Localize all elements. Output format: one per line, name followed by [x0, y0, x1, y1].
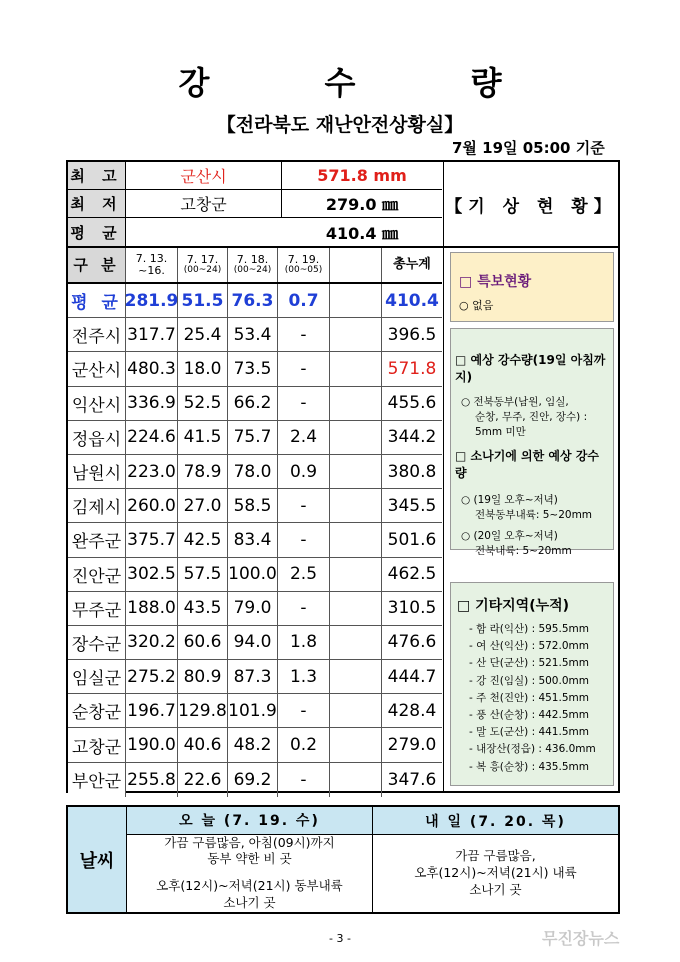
forecast-title: □ 예상 강수량(19일 아침까지): [455, 353, 606, 384]
header-period-4-range: (00~05): [284, 265, 323, 276]
value-period-3: 69.2: [228, 763, 278, 797]
value-period-3: 73.5: [228, 352, 278, 385]
value-period-4: -: [278, 694, 330, 727]
value-period-5: [330, 387, 382, 420]
value-period-3: 58.5: [228, 489, 278, 522]
value-period-3: 78.0: [228, 455, 278, 488]
value-total: 501.6: [387, 529, 437, 550]
shower-a-line-1: ○ (19일 오후~저녁): [461, 493, 558, 506]
value-period-2: 52.5: [178, 387, 228, 420]
average-label: 평 균: [68, 284, 126, 317]
other-regions-list: [457, 621, 607, 776]
special-warning-box: [450, 252, 614, 322]
summary-max-row: [68, 162, 442, 190]
weather-tomorrow: [372, 807, 618, 912]
value-period-2: 41.5: [178, 421, 228, 454]
table-row: [68, 660, 442, 694]
average-v1: 281.9: [126, 284, 178, 317]
value-period-3: 75.7: [228, 421, 278, 454]
weather-today-line-4: 소나기 곳: [223, 895, 276, 911]
value-period-1: 196.7: [126, 694, 178, 727]
list-item: - 함 라(익산) : 595.5mm: [469, 623, 589, 635]
shower-title: □ 소나기에 의한 예상 강수량: [455, 448, 599, 480]
value-period-1: 375.7: [126, 523, 178, 556]
value-period-5: [330, 592, 382, 625]
header-period-2-date: 7. 17.: [186, 253, 219, 266]
value-period-1: 223.0: [126, 455, 178, 488]
value-period-3: 66.2: [228, 387, 278, 420]
value-period-3: 53.4: [228, 318, 278, 351]
value-period-5: [330, 421, 382, 454]
value-period-5: [330, 626, 382, 659]
value-total: 345.5: [387, 495, 437, 516]
table-row: [68, 352, 442, 386]
value-period-2: 57.5: [178, 558, 228, 591]
average-v4: 0.7: [278, 284, 330, 317]
weather-label: 날씨: [68, 807, 127, 912]
value-period-1: 320.2: [126, 626, 178, 659]
value-period-5: [330, 660, 382, 693]
table-row: [68, 387, 442, 421]
value-total: 444.7: [387, 666, 437, 687]
header-period-4: [278, 248, 330, 282]
value-total: 428.4: [387, 700, 437, 721]
average-v5: [330, 284, 382, 317]
value-total: 455.6: [387, 393, 437, 414]
value-total: 462.5: [387, 564, 437, 585]
list-item: - 강 진(임실) : 500.0mm: [469, 674, 589, 687]
summary-max-label: 최 고: [68, 162, 126, 189]
value-period-1: 260.0: [126, 489, 178, 522]
table-header-row: [68, 248, 442, 284]
value-period-5: [330, 694, 382, 727]
weather-today-line-1: 가끔 구름많음, 아침(09시)까지: [164, 834, 335, 850]
summary-avg-spacer: [126, 218, 282, 246]
value-period-4: 1.8: [278, 626, 330, 659]
page-number: - 3 -: [329, 932, 351, 945]
table-row: [68, 592, 442, 626]
value-period-3: 79.0: [228, 592, 278, 625]
value-period-4: 1.3: [278, 660, 330, 693]
value-period-4: -: [278, 523, 330, 556]
value-period-5: [330, 352, 382, 385]
weather-box: [66, 805, 620, 914]
summary-min-label: 최 저: [68, 190, 126, 217]
forecast-box: [450, 328, 614, 558]
value-period-5: [330, 318, 382, 351]
value-period-2: 18.0: [178, 352, 228, 385]
city-name: 전주시: [68, 318, 126, 351]
value-total: 279.0: [387, 735, 437, 756]
table-row: [68, 558, 442, 592]
header-period-1: [126, 248, 178, 282]
value-period-1: 190.0: [126, 728, 178, 761]
list-item: - 산 단(군산) : 521.5mm: [469, 657, 589, 670]
header-period-1-date: 7. 13.: [135, 251, 168, 265]
value-period-5: [330, 728, 382, 761]
header-period-5: [330, 248, 382, 282]
header-period-1-range: ~16.: [138, 264, 165, 277]
weather-today-line-2: 동부 약한 비 곳: [207, 851, 292, 867]
city-name: 장수군: [68, 626, 126, 659]
header-period-3: [228, 248, 278, 282]
city-name: 완주군: [68, 523, 126, 556]
city-name: 군산시: [68, 352, 126, 385]
value-period-2: 129.8: [178, 694, 228, 727]
weather-status-header: 【기 상 현 황】: [443, 162, 618, 246]
value-period-3: 83.4: [228, 523, 278, 556]
value-period-3: 48.2: [228, 728, 278, 761]
value-period-4: -: [278, 592, 330, 625]
header-total: 총누계: [393, 256, 431, 272]
value-period-5: [330, 489, 382, 522]
value-period-4: -: [278, 763, 330, 797]
table-row: [68, 318, 442, 352]
value-period-5: [330, 763, 382, 797]
value-period-1: 317.7: [126, 318, 178, 351]
city-name: 김제시: [68, 489, 126, 522]
value-period-2: 22.6: [178, 763, 228, 797]
header-period-3-range: (00~24): [233, 265, 272, 276]
summary-max-value: 571.8 mm: [317, 166, 407, 185]
value-period-4: 0.2: [278, 728, 330, 761]
city-name: 정읍시: [68, 421, 126, 454]
summary-min-place: 고창군: [126, 190, 282, 217]
value-period-4: -: [278, 352, 330, 385]
rainfall-table: [68, 248, 442, 797]
watermark-logo: 무진장뉴스: [542, 929, 620, 948]
list-item: - 여 산(익산) : 572.0mm: [469, 640, 589, 653]
shower-a-line-2: 전북동부내륙: 5~20mm: [475, 508, 593, 521]
value-period-3: 94.0: [228, 626, 278, 659]
weather-tomorrow-body: [373, 835, 618, 912]
weather-tomorrow-line-2: 오후(12시)~저녁(21시) 내륙: [414, 865, 577, 881]
value-period-3: 101.9: [228, 694, 278, 727]
weather-tomorrow-line-1: 가끔 구름많음,: [455, 848, 536, 864]
city-name: 임실군: [68, 660, 126, 693]
side-panel: [443, 248, 618, 791]
list-item: - 내장산(정읍) : 436.0mm: [469, 743, 596, 756]
value-period-3: 87.3: [228, 660, 278, 693]
value-period-1: 480.3: [126, 352, 178, 385]
header-period-4-date: 7. 19.: [287, 253, 320, 266]
value-period-5: [330, 523, 382, 556]
header-period-2-range: (00~24): [183, 265, 222, 276]
table-row: [68, 763, 442, 797]
summary-min-row: [68, 190, 442, 218]
value-period-2: 40.6: [178, 728, 228, 761]
forecast-line-3: 5mm 미만: [475, 426, 526, 439]
table-row: [68, 455, 442, 489]
value-period-4: 0.9: [278, 455, 330, 488]
city-name: 익산시: [68, 387, 126, 420]
value-total: 571.8: [387, 358, 437, 379]
table-row: [68, 694, 442, 728]
value-period-2: 25.4: [178, 318, 228, 351]
special-warning-title: □ 특보현황: [459, 274, 532, 290]
city-name: 부안군: [68, 763, 126, 797]
summary-max-place: 군산시: [126, 162, 282, 189]
city-name: 무주군: [68, 592, 126, 625]
subtitle: 【전라북도 재난안전상황실】: [216, 114, 464, 136]
summary-avg-row: [68, 218, 442, 246]
shower-b-line-2: 전북내륙: 5~20mm: [475, 545, 572, 558]
forecast-line-1: ○ 전북동부(남원, 임실,: [461, 396, 569, 408]
table-row: [68, 728, 442, 762]
weather-tomorrow-header: 내 일 (7. 20. 목): [373, 807, 618, 835]
summary-min-value: 279.0 ㎜: [325, 195, 399, 214]
report-date: 7월 19일 05:00 기준: [452, 139, 605, 157]
value-total: 396.5: [387, 324, 437, 345]
value-total: 380.8: [387, 461, 437, 482]
city-name: 남원시: [68, 455, 126, 488]
city-name: 순창군: [68, 694, 126, 727]
value-period-4: -: [278, 489, 330, 522]
list-item: - 복 흥(순창) : 435.5mm: [469, 760, 589, 773]
summary-avg-value: 410.4 ㎜: [325, 223, 399, 243]
value-total: 310.5: [387, 598, 437, 619]
header-category: 구 분: [68, 248, 126, 282]
weather-today-line-3: 오후(12시)~저녁(21시) 동부내륙: [156, 878, 343, 894]
weather-today: [127, 807, 372, 912]
value-period-4: 2.4: [278, 421, 330, 454]
table-row: [68, 421, 442, 455]
list-item: - 주 천(진안) : 451.5mm: [469, 691, 589, 704]
list-item: - 말 도(군산) : 441.5mm: [469, 726, 589, 739]
table-row: [68, 489, 442, 523]
table-row: [68, 626, 442, 660]
average-v3: 76.3: [228, 284, 278, 317]
value-period-3: 100.0: [228, 558, 278, 591]
weather-tomorrow-line-3: 소나기 곳: [469, 881, 522, 897]
value-period-1: 275.2: [126, 660, 178, 693]
value-period-2: 60.6: [178, 626, 228, 659]
value-total: 347.6: [387, 769, 437, 790]
weather-today-body: [127, 835, 372, 913]
value-total: 344.2: [387, 427, 437, 448]
special-warning-body: ○ 없음: [459, 299, 494, 312]
city-name: 고창군: [68, 728, 126, 761]
summary-block: [68, 162, 618, 246]
value-period-1: 302.5: [126, 558, 178, 591]
value-period-4: -: [278, 387, 330, 420]
shower-body-a: [455, 493, 609, 523]
value-period-4: 2.5: [278, 558, 330, 591]
table-row: [68, 523, 442, 557]
list-item: - 풍 산(순창) : 442.5mm: [469, 709, 589, 722]
value-period-4: -: [278, 318, 330, 351]
value-period-1: 336.9: [126, 387, 178, 420]
value-period-1: 255.8: [126, 763, 178, 797]
weather-today-header: 오 늘 (7. 19. 수): [127, 807, 372, 835]
value-period-2: 78.9: [178, 455, 228, 488]
header-period-2: [178, 248, 228, 282]
value-period-2: 42.5: [178, 523, 228, 556]
value-period-1: 224.6: [126, 421, 178, 454]
shower-b-line-1: ○ (20일 오후~저녁): [461, 530, 558, 543]
other-regions-title: □ 기타지역(누적): [457, 598, 570, 614]
shower-body-b: [455, 529, 609, 559]
average-total: 410.4: [385, 290, 439, 311]
rainfall-frame: [66, 160, 620, 793]
value-total: 476.6: [387, 632, 437, 653]
page-title: 강 수 량: [178, 64, 554, 102]
forecast-line-2: 순창, 무주, 진안, 장수) :: [475, 411, 588, 424]
value-period-2: 80.9: [178, 660, 228, 693]
value-period-2: 27.0: [178, 489, 228, 522]
value-period-2: 43.5: [178, 592, 228, 625]
average-v2: 51.5: [178, 284, 228, 317]
value-period-5: [330, 558, 382, 591]
summary-avg-label: 평 균: [68, 218, 126, 246]
value-period-5: [330, 455, 382, 488]
table-average-row: [68, 284, 442, 318]
value-period-1: 188.0: [126, 592, 178, 625]
forecast-body: [455, 395, 609, 441]
other-regions-box: [450, 582, 614, 786]
city-name: 진안군: [68, 558, 126, 591]
header-period-3-date: 7. 18.: [236, 253, 269, 266]
